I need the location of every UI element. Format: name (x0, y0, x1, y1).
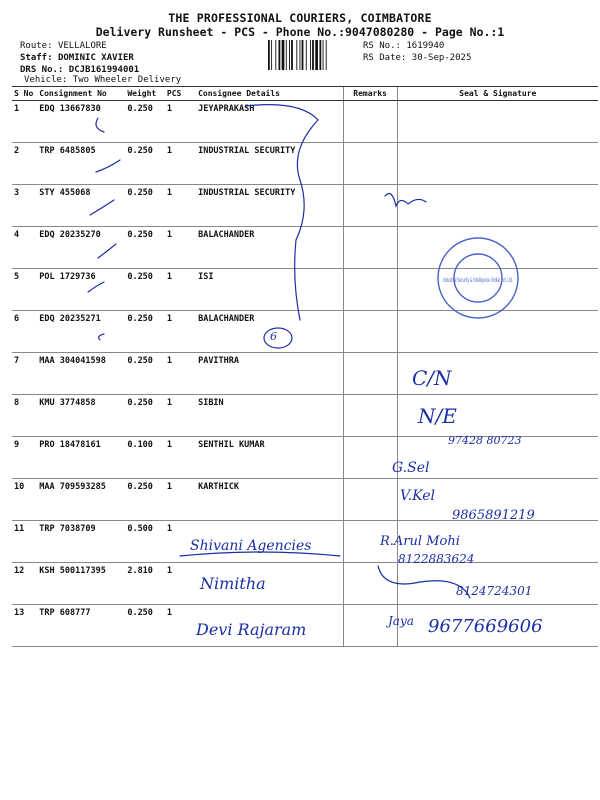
row-sno: 12 (12, 563, 37, 605)
row-weight: 0.250 (125, 395, 165, 437)
row-consignee: JEYAPRAKASH (196, 101, 343, 143)
row-pcs: 1 (165, 605, 196, 647)
row-consignee: KARTHICK (196, 479, 343, 521)
row-weight: 0.250 (125, 227, 165, 269)
rs-date-value: 30-Sep-2025 (411, 53, 472, 63)
row-consignee: ISI (196, 269, 343, 311)
row-remarks (343, 311, 397, 353)
table-header-row (12, 87, 598, 101)
row-pcs: 1 (165, 479, 196, 521)
row10-signature: V.Kel (400, 488, 435, 504)
vehicle-label: Vehicle: (24, 75, 68, 85)
header-seal-signature: Seal & Signature (397, 87, 598, 101)
stamp-text: Industrial Security & Intelligence (India) Pvt. Ltd. (443, 277, 514, 284)
row13-number: 9677669606 (428, 616, 543, 637)
row-consignment-no: EDQ 20235271 (37, 311, 125, 353)
row7-signature: C/N (412, 366, 452, 390)
row-weight: 0.250 (125, 101, 165, 143)
row-sno: 3 (12, 185, 37, 227)
table-row (12, 185, 598, 227)
row-consignment-no: PRO 18478161 (37, 437, 125, 479)
row-remarks (343, 563, 397, 605)
row-remarks (343, 185, 397, 227)
company-title: THE PROFESSIONAL COURIERS, COIMBATORE (168, 11, 432, 25)
row-sno: 2 (12, 143, 37, 185)
row-pcs: 1 (165, 437, 196, 479)
row-remarks (343, 101, 397, 143)
table-row (12, 269, 598, 311)
row-pcs: 1 (165, 185, 196, 227)
row-weight: 0.250 (125, 185, 165, 227)
table-row (12, 143, 598, 185)
header-weight: Weight (125, 87, 165, 101)
vehicle-line (24, 75, 181, 85)
row-consignment-no: TRP 608777 (37, 605, 125, 647)
row9-signature: G.Sel (392, 460, 430, 476)
header-remarks: Remarks (343, 87, 397, 101)
row9-number: 97428 80723 (448, 434, 522, 447)
row11-consignee-handwritten: Shivani Agencies (190, 538, 312, 554)
route-line (20, 41, 107, 51)
staff-line (20, 53, 134, 63)
runsheet-table (12, 86, 598, 647)
barcode-image (268, 40, 358, 70)
rs-date-line (363, 53, 471, 63)
row-consignment-no: KSH 500117395 (37, 563, 125, 605)
row-remarks (343, 227, 397, 269)
row-pcs: 1 (165, 563, 196, 605)
row-pcs: 1 (165, 395, 196, 437)
route-value: VELLALORE (57, 41, 107, 51)
row-remarks (343, 395, 397, 437)
row13-signature: Jaya (388, 614, 414, 628)
row-consignee: INDUSTRIAL SECURITY (196, 143, 343, 185)
row-sno: 4 (12, 227, 37, 269)
row-consignment-no: MAA 304041598 (37, 353, 125, 395)
row-consignment-no: TRP 6485805 (37, 143, 125, 185)
row10-number: 9865891219 (452, 508, 535, 523)
row-sno: 5 (12, 269, 37, 311)
row-weight: 2.810 (125, 563, 165, 605)
row-pcs: 1 (165, 353, 196, 395)
row11-signature: R.Arul Mohi (380, 534, 460, 549)
row-weight: 0.100 (125, 437, 165, 479)
header-consignee: Consignee Details (196, 87, 343, 101)
row-sno: 8 (12, 395, 37, 437)
row-weight: 0.250 (125, 311, 165, 353)
row-seal-signature (397, 185, 598, 227)
rs-no-line (363, 41, 444, 51)
row-remarks (343, 143, 397, 185)
drs-line (20, 65, 139, 75)
row-sno: 6 (12, 311, 37, 353)
row-consignment-no: MAA 709593285 (37, 479, 125, 521)
rs-date-label: RS Date: (363, 53, 407, 63)
row-pcs: 1 (165, 227, 196, 269)
row-pcs: 1 (165, 311, 196, 353)
table-row (12, 101, 598, 143)
row-weight: 0.250 (125, 479, 165, 521)
row-seal-signature (397, 269, 598, 311)
row-consignee: SIBIN (196, 395, 343, 437)
row-remarks (343, 479, 397, 521)
row-seal-signature (397, 311, 598, 353)
staff-label: Staff: (20, 53, 53, 63)
runsheet-subtitle: Delivery Runsheet - PCS - Phone No.:9047080280 - Page No.:1 (95, 25, 505, 39)
row-seal-signature (397, 143, 598, 185)
row-consignee: INDUSTRIAL SECURITY (196, 185, 343, 227)
row13-consignee-handwritten: Devi Rajaram (196, 620, 307, 639)
row-sno: 11 (12, 521, 37, 563)
row-seal-signature (397, 101, 598, 143)
circled-number-text: 6 (270, 330, 277, 343)
row-consignment-no: EDQ 13667830 (37, 101, 125, 143)
staff-value: DOMINIC XAVIER (57, 53, 134, 63)
row-pcs: 1 (165, 269, 196, 311)
row-sno: 7 (12, 353, 37, 395)
row-consignment-no: KMU 3774858 (37, 395, 125, 437)
table-row (12, 311, 598, 353)
row-remarks (343, 269, 397, 311)
row-pcs: 1 (165, 143, 196, 185)
header-sno: S No (12, 87, 37, 101)
row-remarks (343, 353, 397, 395)
drs-label: DRS No.: (20, 65, 64, 75)
row11-number: 8122883624 (398, 552, 475, 566)
header-pcs: PCS (165, 87, 196, 101)
row-weight: 0.250 (125, 353, 165, 395)
row-consignee: SENTHIL KUMAR (196, 437, 343, 479)
table-row (12, 353, 598, 395)
row-consignment-no: STY 455068 (37, 185, 125, 227)
row-seal-signature (397, 227, 598, 269)
rs-no-value: 1619940 (406, 41, 445, 51)
rs-no-label: RS No.: (363, 41, 401, 51)
row-weight: 0.250 (125, 269, 165, 311)
row-sno: 13 (12, 605, 37, 647)
row-consignment-no: EDQ 20235270 (37, 227, 125, 269)
row12-consignee-handwritten: Nimitha (200, 574, 266, 593)
row-weight: 0.250 (125, 143, 165, 185)
route-label: Route: (20, 41, 53, 51)
row-consignment-no: POL 1729736 (37, 269, 125, 311)
row-pcs: 1 (165, 521, 196, 563)
table-row (12, 227, 598, 269)
row-weight: 0.250 (125, 605, 165, 647)
header-consignment: Consignment No (37, 87, 125, 101)
row-pcs: 1 (165, 101, 196, 143)
row-sno: 1 (12, 101, 37, 143)
table-row (12, 395, 598, 437)
row-remarks (343, 437, 397, 479)
row-sno: 9 (12, 437, 37, 479)
row-sno: 10 (12, 479, 37, 521)
row12-number: 8124724301 (456, 584, 533, 598)
row-consignment-no: TRP 7038709 (37, 521, 125, 563)
row-weight: 0.500 (125, 521, 165, 563)
drs-value: DCJB161994001 (68, 65, 140, 75)
vehicle-value: Two Wheeler Delivery (72, 75, 182, 85)
row8-signature: N/E (418, 404, 457, 428)
row-consignee: PAVITHRA (196, 353, 343, 395)
row-consignee: BALACHANDER (196, 311, 343, 353)
row-consignee: BALACHANDER (196, 227, 343, 269)
